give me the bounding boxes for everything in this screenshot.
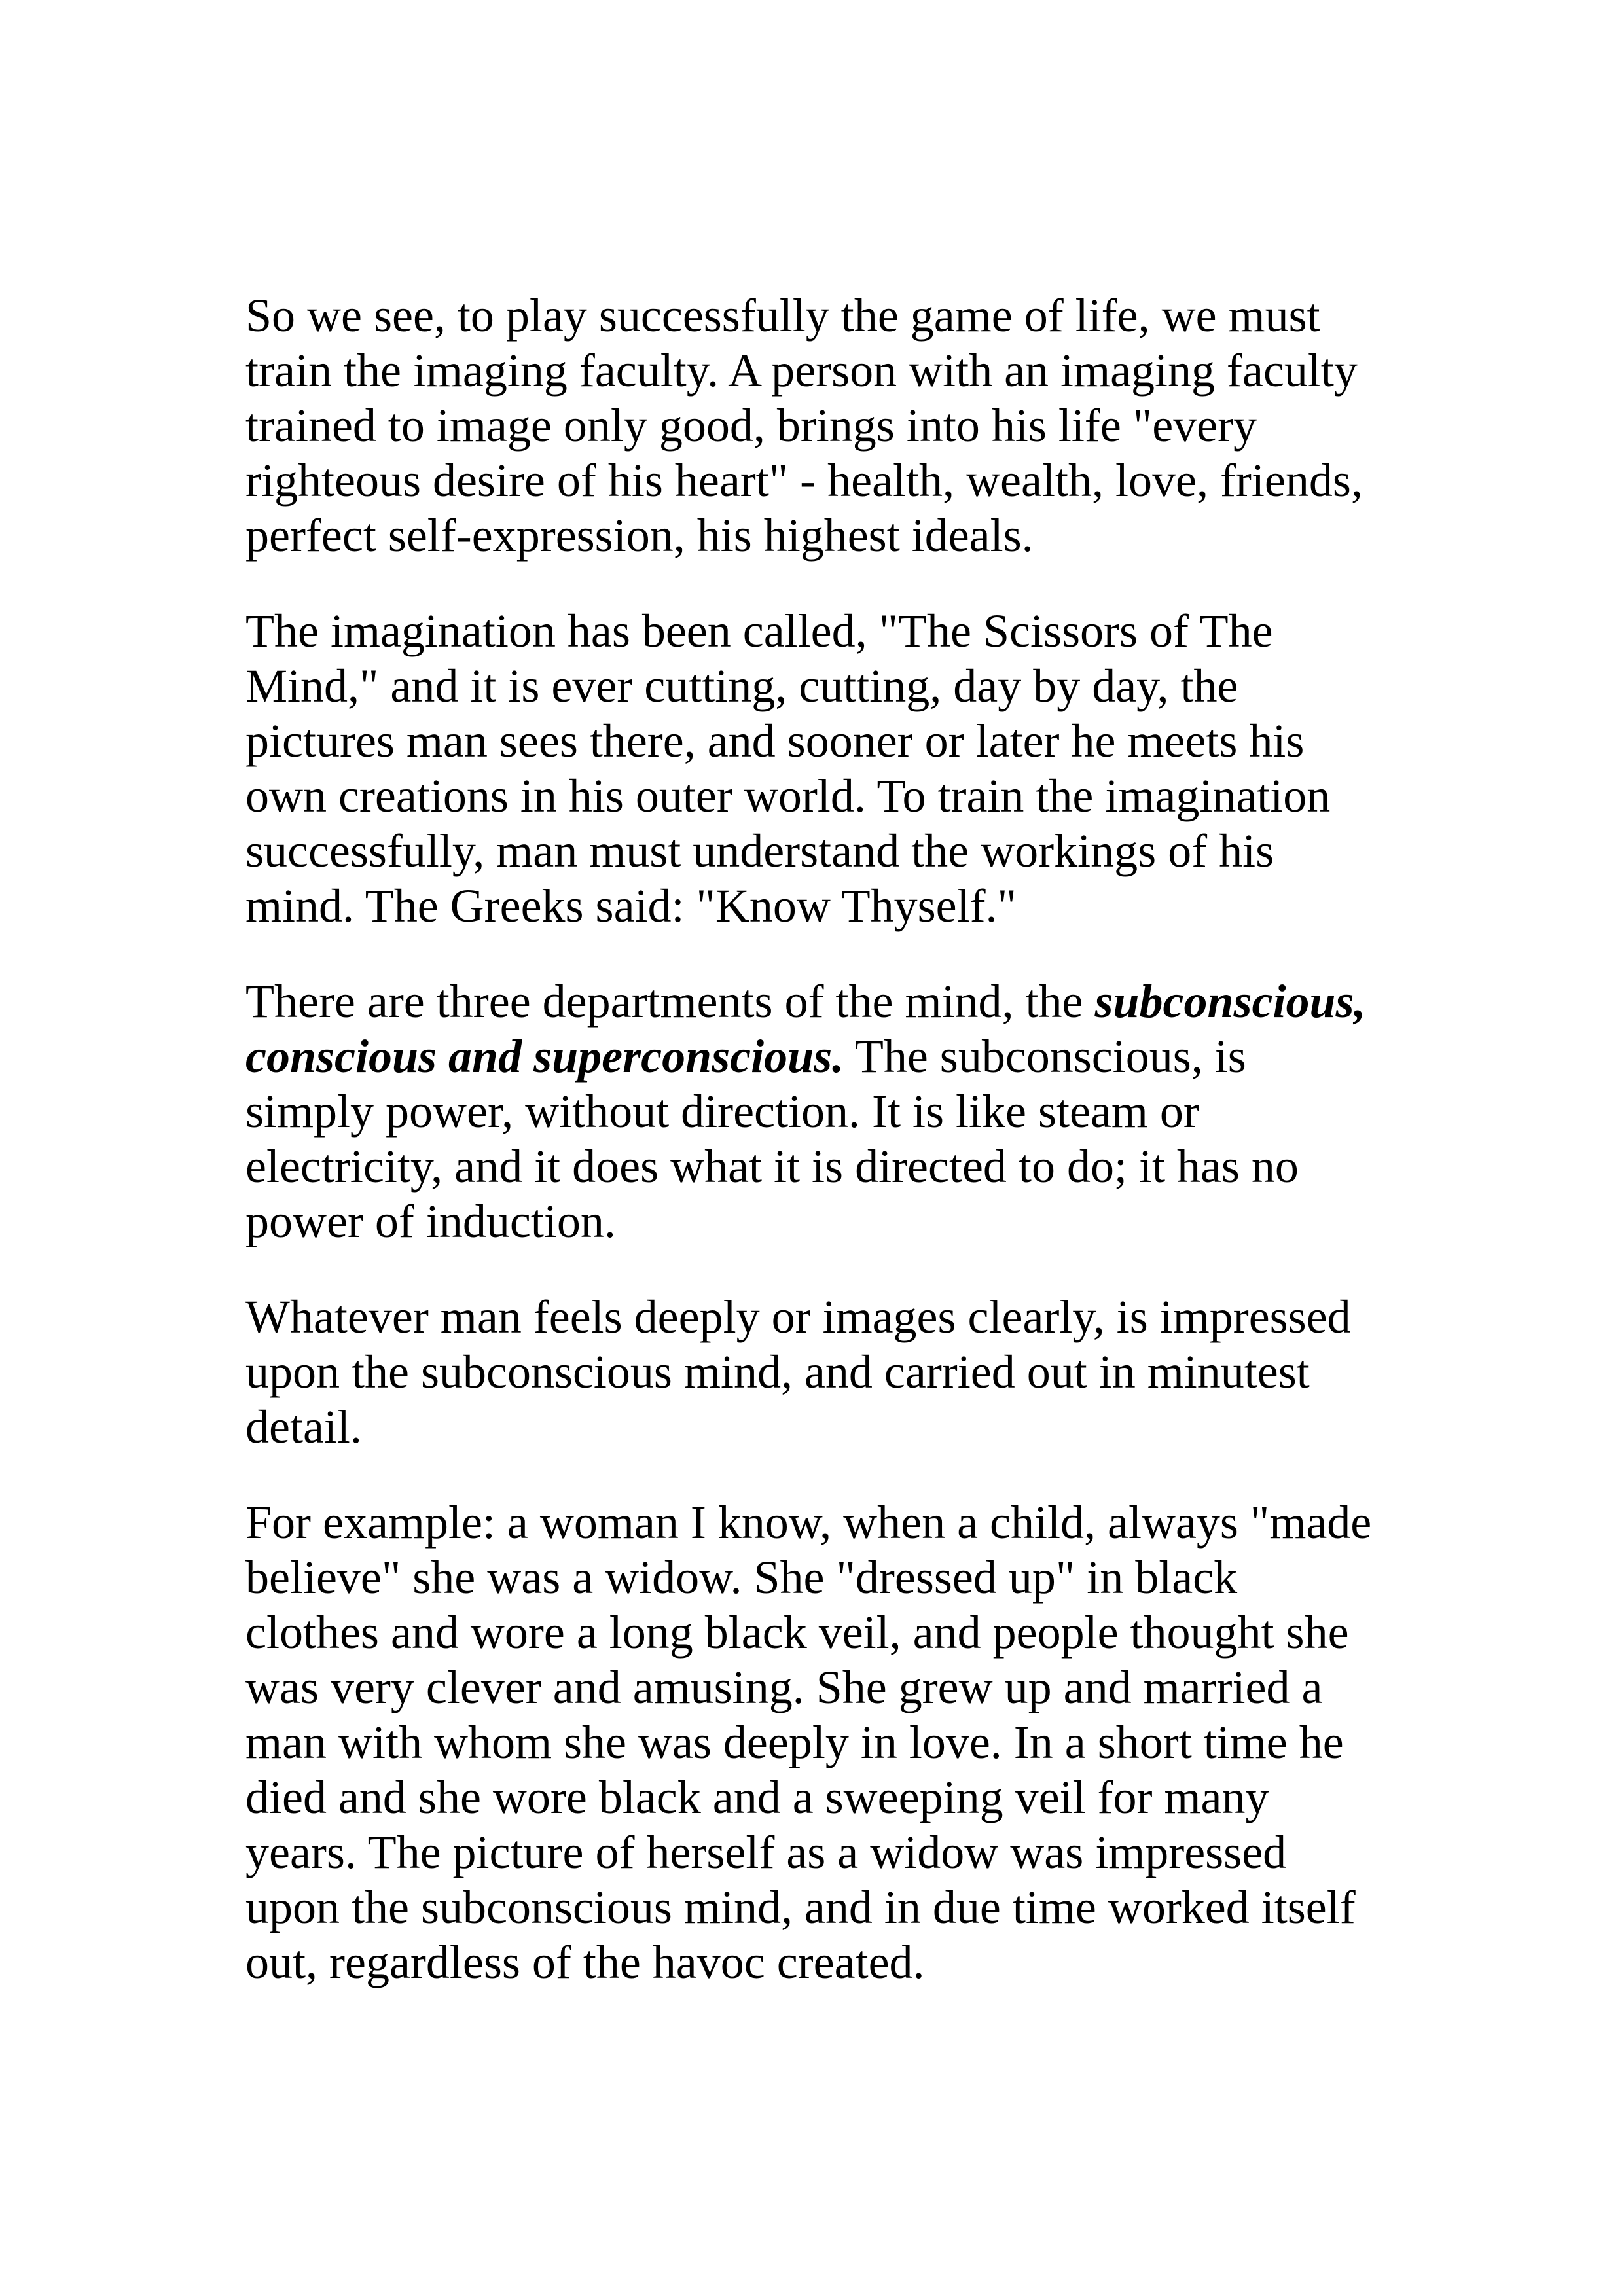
text-line: years. The picture of herself as a widow was impressed bbox=[245, 1826, 1287, 1878]
emphasized-text: conscious and superconscious. bbox=[245, 1030, 844, 1083]
text-line: simply power, without direction. It is like steam or bbox=[245, 1085, 1199, 1138]
text-line: died and she wore black and a sweeping veil for many bbox=[245, 1771, 1269, 1823]
text-line: Mind," and it is ever cutting, cutting, day by day, the bbox=[245, 660, 1238, 712]
text-line: righteous desire of his heart" - health, wealth, love, friends, bbox=[245, 454, 1363, 507]
text-run: There are three departments of the mind, the bbox=[245, 975, 1095, 1028]
text-line: upon the subconscious mind, and carried out in minutest bbox=[245, 1346, 1310, 1398]
text-line: upon the subconscious mind, and in due time worked itself bbox=[245, 1881, 1356, 1933]
text-line: power of induction. bbox=[245, 1195, 616, 1247]
text-line: For example: a woman I know, when a child, always "made bbox=[245, 1496, 1372, 1549]
paragraph-2 bbox=[245, 603, 1411, 933]
text-line bbox=[245, 1029, 1411, 1084]
text-line: believe" she was a widow. She "dressed up" in black bbox=[245, 1551, 1238, 1604]
text-line: mind. The Greeks said: "Know Thyself." bbox=[245, 880, 1017, 932]
text-line: own creations in his outer world. To train the imagination bbox=[245, 770, 1331, 822]
text-line: pictures man sees there, and sooner or later he meets his bbox=[245, 715, 1305, 767]
text-line: clothes and wore a long black veil, and people thought she bbox=[245, 1606, 1349, 1659]
emphasized-text: subconscious, bbox=[1094, 975, 1366, 1028]
text-line: trained to image only good, brings into his life "every bbox=[245, 399, 1257, 452]
text-line bbox=[245, 974, 1411, 1029]
text-line: electricity, and it does what it is directed to do; it has no bbox=[245, 1140, 1299, 1193]
text-line: successfully, man must understand the workings of his bbox=[245, 825, 1274, 877]
text-line: out, regardless of the havoc created. bbox=[245, 1936, 925, 1988]
paragraph-4 bbox=[245, 1289, 1411, 1454]
text-line: So we see, to play successfully the game of life, we must bbox=[245, 289, 1320, 342]
text-line: The imagination has been called, "The Scissors of The bbox=[245, 605, 1273, 657]
document-page bbox=[245, 288, 1411, 2030]
text-line: detail. bbox=[245, 1401, 362, 1453]
text-line: perfect self-expression, his highest ideals. bbox=[245, 509, 1034, 562]
text-line: was very clever and amusing. She grew up and married a bbox=[245, 1661, 1323, 1713]
paragraph-1 bbox=[245, 288, 1411, 563]
paragraph-3 bbox=[245, 974, 1411, 1249]
paragraph-5 bbox=[245, 1495, 1411, 1990]
text-line: man with whom she was deeply in love. In a short time he bbox=[245, 1716, 1344, 1768]
text-line: train the imaging faculty. A person with an imaging faculty bbox=[245, 344, 1358, 397]
text-line: Whatever man feels deeply or images clearly, is impressed bbox=[245, 1291, 1351, 1343]
text-run: The subconscious, is bbox=[844, 1030, 1246, 1083]
